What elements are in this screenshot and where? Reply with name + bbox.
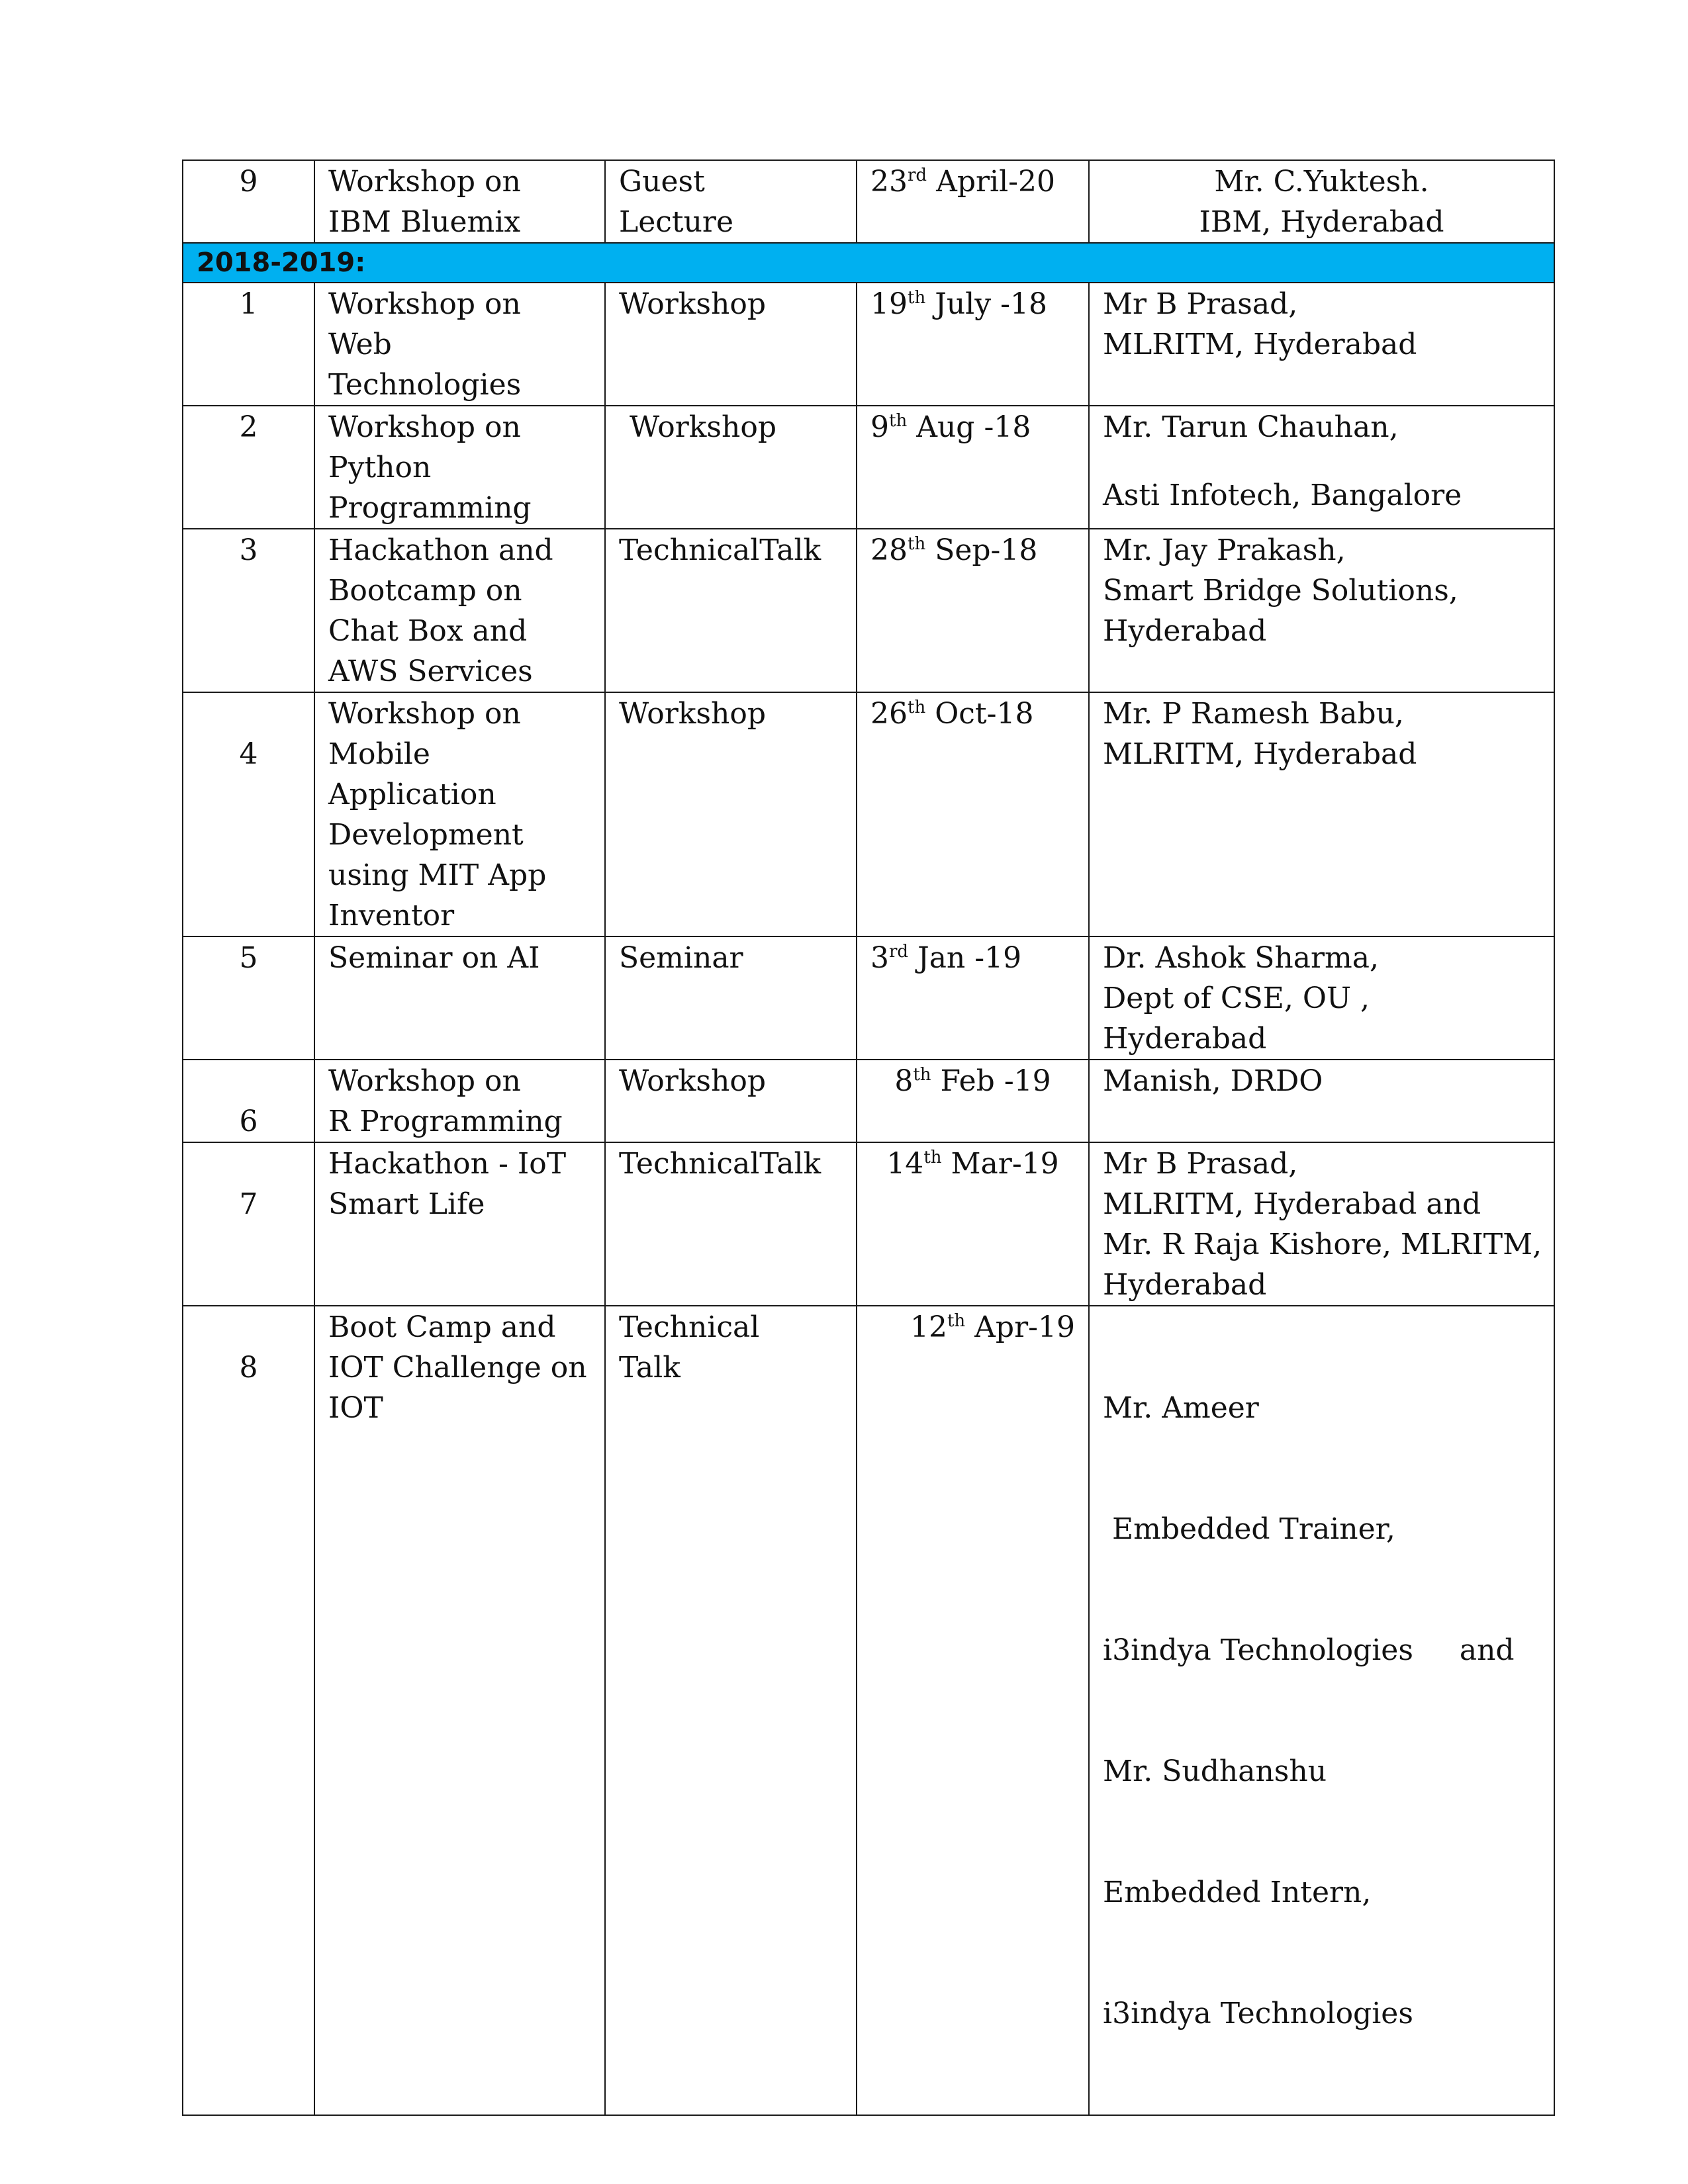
serial-number: 7 [183,1142,314,1306]
serial-number: 1 [183,283,314,406]
year-header: 2018-2019: [183,243,1554,283]
serial-number: 2 [183,406,314,529]
resource-person: Mr B Prasad, MLRITM, Hyderabad and Mr. R Raja Kishore, MLRITM, Hyderabad [1089,1142,1554,1306]
event-date: 12th Apr-19 [857,1306,1089,2115]
event-date: 9th Aug -18 [857,406,1089,529]
event-date: 8th Feb -19 [857,1060,1089,1142]
events-table [182,159,1555,2116]
table-row [183,160,1554,243]
event-type: Workshop [605,1060,857,1142]
event-date: 26th Oct-18 [857,692,1089,936]
event-title: Workshop on R Programming [314,1060,605,1142]
table-row [183,936,1554,1060]
event-date: 19th July -18 [857,283,1089,406]
resource-person: Mr B Prasad, MLRITM, Hyderabad [1089,283,1554,406]
resource-person: Mr. Jay Prakash, Smart Bridge Solutions, Hyderabad [1089,529,1554,692]
table-row [183,406,1554,529]
event-type: Guest Lecture [605,160,857,243]
table-row [183,692,1554,936]
event-date: 14th Mar-19 [857,1142,1089,1306]
event-title: Workshop on Python Programming [314,406,605,529]
event-type: TechnicalTalk [605,529,857,692]
event-type: Seminar [605,936,857,1060]
table-row [183,1142,1554,1306]
event-title: Workshop on IBM Bluemix [314,160,605,243]
serial-number: 8 [183,1306,314,2115]
event-title: Workshop on Web Technologies [314,283,605,406]
table-row [183,1306,1554,2115]
serial-number: 5 [183,936,314,1060]
table-row [183,283,1554,406]
event-title: Hackathon - IoT Smart Life [314,1142,605,1306]
event-date: 3rd Jan -19 [857,936,1089,1060]
resource-person: Mr. Tarun Chauhan, Asti Infotech, Bangalore [1089,406,1554,529]
event-type: Workshop [605,283,857,406]
table-row [183,1060,1554,1142]
event-type: Technical Talk [605,1306,857,2115]
event-type: TechnicalTalk [605,1142,857,1306]
event-title: Boot Camp and IOT Challenge on IOT [314,1306,605,2115]
event-title: Seminar on AI [314,936,605,1060]
event-title: Hackathon and Bootcamp on Chat Box and AWS Services [314,529,605,692]
year-header-row [183,243,1554,283]
resource-person: Manish, DRDO [1089,1060,1554,1142]
serial-number: 3 [183,529,314,692]
resource-person: Mr. Ameer Embedded Trainer, i3indya Technologies and Mr. Sudhanshu Embedded Intern, i3indya Technologies [1089,1306,1554,2115]
event-title: Workshop on Mobile Application Development using MIT App Inventor [314,692,605,936]
resource-person: Dr. Ashok Sharma, Dept of CSE, OU , Hyderabad [1089,936,1554,1060]
event-type: Workshop [605,406,857,529]
resource-person: Mr. C.Yuktesh. IBM, Hyderabad [1089,160,1554,243]
serial-number: 9 [183,160,314,243]
resource-person: Mr. P Ramesh Babu, MLRITM, Hyderabad [1089,692,1554,936]
event-date: 23rd April-20 [857,160,1089,243]
table-row [183,529,1554,692]
serial-number: 4 [183,692,314,936]
serial-number: 6 [183,1060,314,1142]
event-type: Workshop [605,692,857,936]
event-date: 28th Sep-18 [857,529,1089,692]
